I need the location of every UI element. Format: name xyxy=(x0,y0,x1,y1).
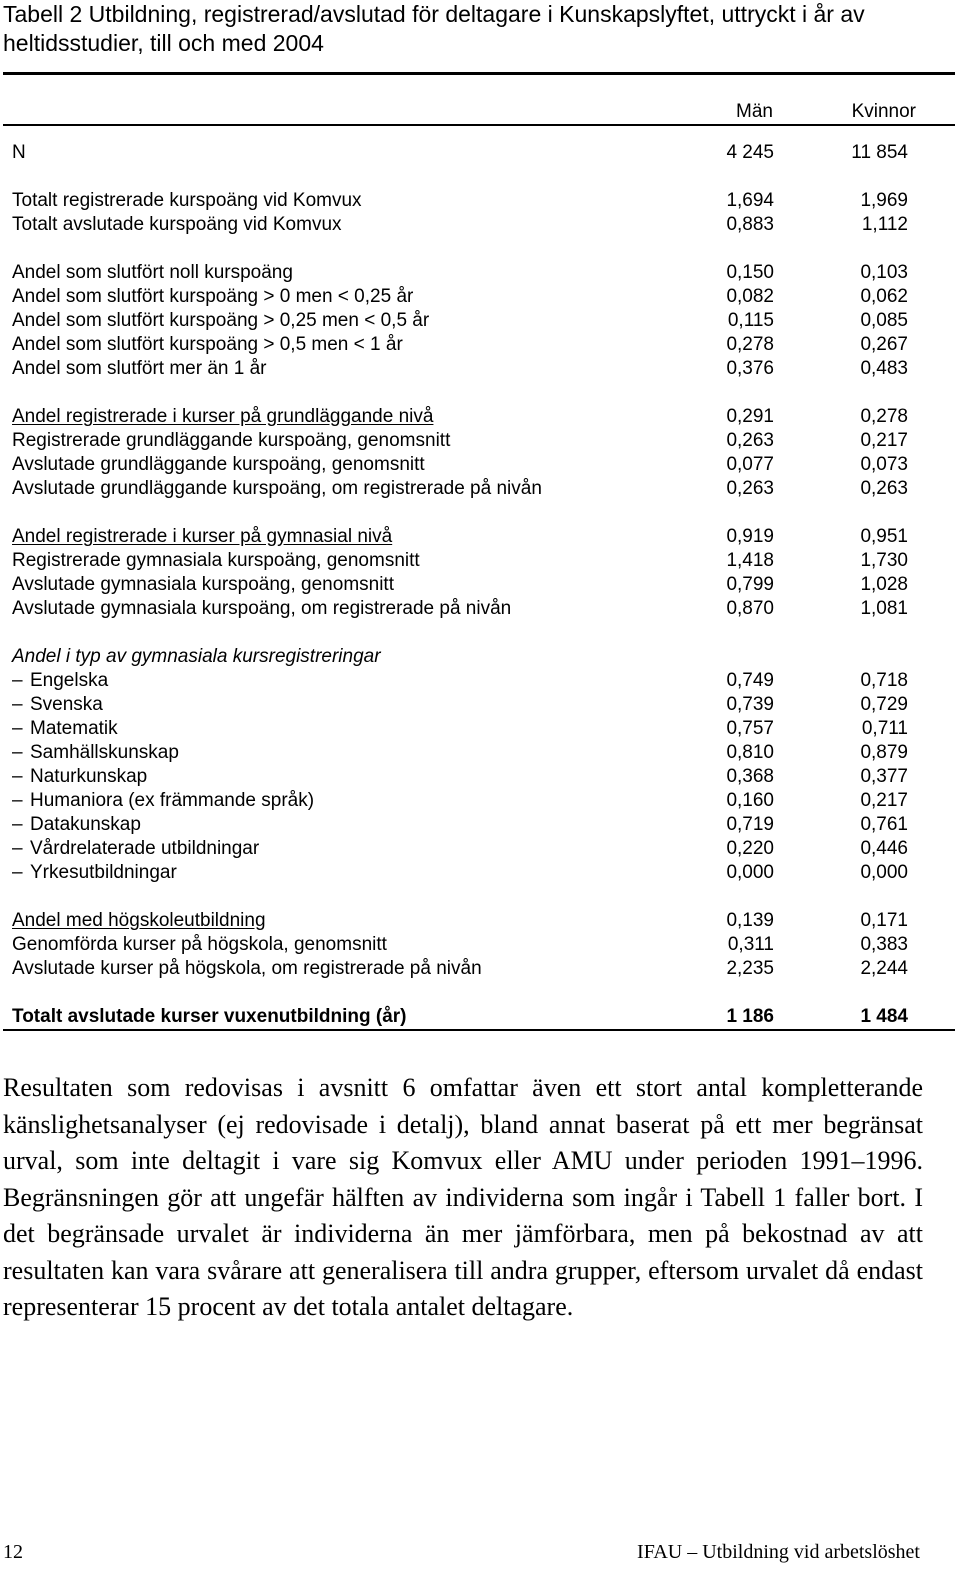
value-women: 0,267 xyxy=(860,334,908,355)
value-women: 0,073 xyxy=(860,454,908,475)
column-header-men: Män xyxy=(736,101,773,122)
row-label-sub: – Yrkesutbildningar xyxy=(12,862,177,883)
row-label: Andel som slutfört noll kurspoäng xyxy=(12,262,293,283)
value-women: 0,000 xyxy=(860,862,908,883)
value-men: 0,000 xyxy=(726,862,774,883)
table-row xyxy=(0,285,960,309)
value-women: 0,446 xyxy=(860,838,908,859)
table-row xyxy=(0,189,960,213)
row-label: Totalt registrerade kurspoäng vid Komvux xyxy=(12,190,362,211)
table-row xyxy=(0,549,960,573)
value-men: 0,719 xyxy=(726,814,774,835)
row-label-sub: – Samhällskunskap xyxy=(12,742,179,763)
value-men: 0,263 xyxy=(726,430,774,451)
section-heading-course-types: Andel i typ av gymnasiala kursregistreringar xyxy=(12,646,381,667)
value-men: 0,870 xyxy=(726,598,774,619)
value-men: 0,139 xyxy=(726,910,774,931)
dash-icon: – xyxy=(12,718,23,739)
running-title: IFAU – Utbildning vid arbetslöshet xyxy=(637,1541,920,1563)
row-label-sub: – Humaniora (ex främmande språk) xyxy=(12,790,315,811)
table-row xyxy=(0,837,960,861)
value-women: 0,483 xyxy=(860,358,908,379)
bottom-rule xyxy=(3,1029,955,1031)
value-women: 1,028 xyxy=(860,574,908,595)
table-row xyxy=(0,405,960,429)
dash-icon: – xyxy=(12,742,23,763)
row-label: Andel som slutfört kurspoäng > 0,5 men < 1 år xyxy=(12,334,403,355)
value-women: 0,062 xyxy=(860,286,908,307)
row-label: Totalt avslutade kurspoäng vid Komvux xyxy=(12,214,342,235)
value-men: 2,235 xyxy=(726,958,774,979)
column-header-women: Kvinnor xyxy=(851,101,916,122)
table-row xyxy=(0,597,960,621)
total-women: 1 484 xyxy=(860,1006,908,1027)
value-men: 0,115 xyxy=(727,310,774,331)
row-label-sub: – Naturkunskap xyxy=(12,766,148,787)
table-row xyxy=(0,261,960,285)
value-men: 0,376 xyxy=(726,358,774,379)
value-women: 0,278 xyxy=(860,406,908,427)
table-total-row xyxy=(0,1005,960,1029)
value-men: 1,694 xyxy=(726,190,774,211)
table-row xyxy=(0,477,960,501)
row-label: Avslutade kurser på högskola, om registrerade på nivån xyxy=(12,958,482,979)
value-men: 0,919 xyxy=(726,526,774,547)
value-men: 0,082 xyxy=(726,286,774,307)
value-men: 0,077 xyxy=(726,454,774,475)
value-women: 0,171 xyxy=(860,910,908,931)
value-women: 0,729 xyxy=(860,694,908,715)
value-women: 0,951 xyxy=(860,526,908,547)
row-label: Registrerade grundläggande kurspoäng, genomsnitt xyxy=(12,430,451,451)
page-number: 12 xyxy=(3,1541,23,1563)
value-men: 0,757 xyxy=(726,718,774,739)
value-men: 0,160 xyxy=(726,790,774,811)
body-paragraph: Resultaten som redovisas i avsnitt 6 omfattar även ett stort antal kompletterande känslighetsanalyser (ej redovisade i detalj), bland annat baserat på ett mer begränsat urval, som inte deltagit i vare sig Komvux eller AMU under perioden 1991–1996. Begränsningen gör att ungefär hälften av individerna som ingår i Tabell 1 faller bort. I det begränsade urvalet är individerna än mer jämförbara, men på bekostnad av att resultaten kan vara svårare att generalisera till andra grupper, eftersom urvalet då endast representerar 15 procent av det totala antalet deltagare. xyxy=(3,1073,923,1321)
value-men: 1,418 xyxy=(726,550,774,571)
row-label-sub: – Datakunskap xyxy=(12,814,141,835)
value-men: 0,810 xyxy=(726,742,774,763)
table-row xyxy=(0,429,960,453)
table-row xyxy=(0,645,960,669)
dash-icon: – xyxy=(12,814,23,835)
row-label: N xyxy=(12,142,26,163)
value-men: 0,278 xyxy=(726,334,774,355)
value-women: 0,085 xyxy=(860,310,908,331)
section-heading-higher-education: Andel med högskoleutbildning xyxy=(12,910,266,931)
value-women: 0,718 xyxy=(860,670,908,691)
value-women: 0,263 xyxy=(860,478,908,499)
dash-icon: – xyxy=(12,862,23,883)
table-row xyxy=(0,333,960,357)
value-women: 1,081 xyxy=(860,598,908,619)
row-label-sub: – Matematik xyxy=(12,718,118,739)
dash-icon: – xyxy=(12,790,23,811)
table-row xyxy=(0,957,960,981)
table-row xyxy=(0,213,960,237)
table-row xyxy=(0,933,960,957)
row-label-sub: – Vårdrelaterade utbildningar xyxy=(12,838,260,859)
value-men: 0,220 xyxy=(726,838,774,859)
value-men: 0,739 xyxy=(726,694,774,715)
row-label: Registrerade gymnasiala kurspoäng, genomsnitt xyxy=(12,550,420,571)
value-women: 2,244 xyxy=(860,958,908,979)
table-row xyxy=(0,693,960,717)
row-label: Avslutade gymnasiala kurspoäng, genomsnitt xyxy=(12,574,394,595)
value-men: 0,799 xyxy=(726,574,774,595)
table-row xyxy=(0,717,960,741)
table-row xyxy=(0,813,960,837)
row-label-sub: – Svenska xyxy=(12,694,103,715)
value-women: 1,730 xyxy=(860,550,908,571)
value-women: 1,969 xyxy=(860,190,908,211)
value-men: 0,368 xyxy=(726,766,774,787)
top-rule xyxy=(3,72,955,75)
section-heading-upper-secondary: Andel registrerade i kurser på gymnasial nivå xyxy=(12,526,393,547)
table-row xyxy=(0,669,960,693)
table-row xyxy=(0,909,960,933)
table-row xyxy=(0,357,960,381)
header-rule xyxy=(3,124,955,126)
table-row xyxy=(0,861,960,885)
value-men: 0,749 xyxy=(726,670,774,691)
row-label-sub: – Engelska xyxy=(12,670,109,691)
table-row xyxy=(0,141,960,165)
row-label: Avslutade gymnasiala kurspoäng, om registrerade på nivån xyxy=(12,598,512,619)
value-women: 0,711 xyxy=(861,718,908,739)
total-label: Totalt avslutade kurser vuxenutbildning (år) xyxy=(12,1006,407,1027)
value-men: 0,263 xyxy=(726,478,774,499)
row-label: Avslutade grundläggande kurspoäng, om registrerade på nivån xyxy=(12,478,542,499)
table-row xyxy=(0,309,960,333)
table-row xyxy=(0,573,960,597)
row-label: Genomförda kurser på högskola, genomsnitt xyxy=(12,934,387,955)
row-label: Andel som slutfört kurspoäng > 0,25 men < 0,5 år xyxy=(12,310,430,331)
value-women: 0,217 xyxy=(860,430,908,451)
dash-icon: – xyxy=(12,838,23,859)
row-label: Avslutade grundläggande kurspoäng, genomsnitt xyxy=(12,454,425,475)
value-men: 0,311 xyxy=(727,934,774,955)
value-women: 0,761 xyxy=(860,814,908,835)
value-men: 0,291 xyxy=(726,406,774,427)
table-row xyxy=(0,525,960,549)
value-women: 0,377 xyxy=(860,766,908,787)
value-men: 0,883 xyxy=(726,214,774,235)
row-label: Andel som slutfört kurspoäng > 0 men < 0,25 år xyxy=(12,286,414,307)
table-row xyxy=(0,453,960,477)
section-heading-basic-level: Andel registrerade i kurser på grundläggande nivå xyxy=(12,406,434,427)
value-women: 1,112 xyxy=(861,214,908,235)
value-women: 0,217 xyxy=(860,790,908,811)
table-row xyxy=(0,741,960,765)
value-women: 11 854 xyxy=(851,142,908,163)
dash-icon: – xyxy=(12,766,23,787)
row-label: Andel som slutfört mer än 1 år xyxy=(12,358,267,379)
dash-icon: – xyxy=(12,670,23,691)
total-men: 1 186 xyxy=(726,1006,774,1027)
table-row xyxy=(0,765,960,789)
table-title: Tabell 2 Utbildning, registrerad/avslutad för deltagare i Kunskapslyftet, uttryckt i år av heltidsstudier, till och med 2004 xyxy=(3,1,865,56)
value-women: 0,383 xyxy=(860,934,908,955)
value-men: 4 245 xyxy=(726,142,774,163)
value-women: 0,879 xyxy=(860,742,908,763)
table-row xyxy=(0,789,960,813)
value-women: 0,103 xyxy=(860,262,908,283)
value-men: 0,150 xyxy=(726,262,774,283)
dash-icon: – xyxy=(12,694,23,715)
